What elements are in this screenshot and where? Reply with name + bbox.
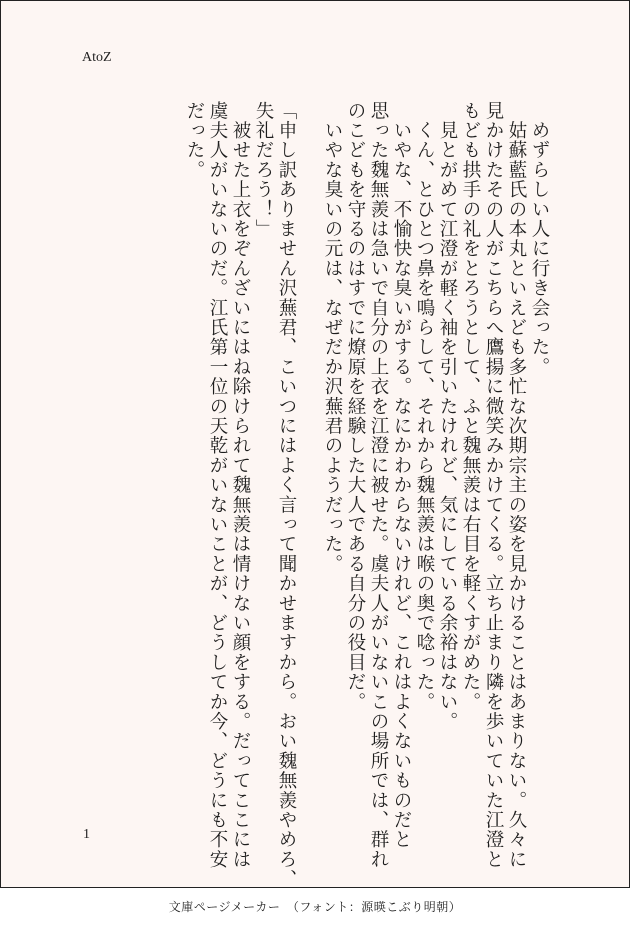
- text-line: めずらしい人に行き会った。: [529, 101, 550, 377]
- blank-line: [298, 101, 321, 851]
- text-line: いやな、不愉快な臭いがする。なにかわからないけれど、これはよくないものだと: [391, 101, 412, 850]
- text-line: 思った魏無羨は急いで自分の上衣を江澄に被せた。虞夫人がいないこの場所では、群れ: [368, 101, 389, 870]
- page-number: 1: [83, 827, 90, 842]
- text-line: 虞夫人がいないのだ。江氏第一位の天乾がいないことが、どうしてか今、どうにも不安: [207, 101, 228, 870]
- vertical-body-text: [183, 101, 551, 889]
- text-line: 見かけたその人がこちらへ鷹揚に微笑みかけてくる。立ち止まり隣を歩いていた江澄と: [483, 101, 504, 870]
- text-line: 姑蘇藍氏の本丸といえども多忙な次期宗主の姿を見かけることはあまりない。久々に: [506, 101, 527, 870]
- text-line: いやな臭いの元は、なぜだか沢蕪君のようだった。: [322, 101, 343, 574]
- text-line: だった。: [184, 101, 205, 180]
- text-line: 失礼だろう！」: [253, 101, 274, 239]
- footer-credit: 文庫ページメーカー （フォント：源暎こぶり明朝）: [168, 900, 462, 914]
- text-line: 被せた上衣をぞんざいにはね除けられて魏無羨は情けない顔をする。だってここには: [230, 101, 251, 870]
- page-header: AtoZ: [82, 50, 112, 65]
- text-line: のこどもを守るのはすでに燎原を経験した大人である自分の役目だ。: [345, 101, 366, 712]
- text-line: 見とがめて江澄が軽く袖を引いたけれど、気にしている余裕はない。: [437, 101, 458, 732]
- text-line: もども拱手の礼をとろうとして、ふと魏無羨は右目を軽くすがめた。: [460, 101, 481, 712]
- text-line: 「申し訳ありません沢蕪君、こいつにはよく言って聞かせますから。おい魏無羨やめろ、: [276, 101, 297, 889]
- text-line: くん、とひとつ鼻を鳴らして、それから魏無羨は喉の奥で唸った。: [414, 101, 435, 712]
